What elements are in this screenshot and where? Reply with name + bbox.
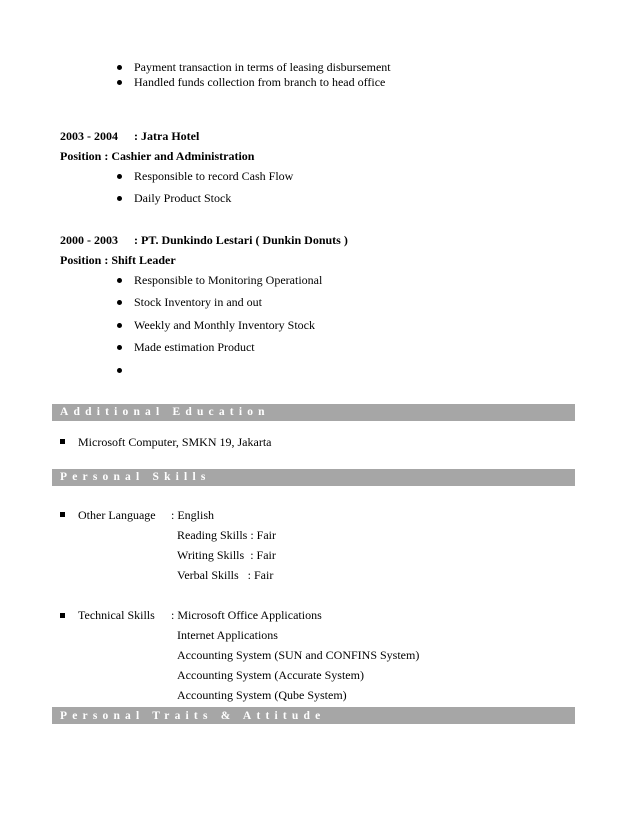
- bullet-icon: [117, 278, 122, 283]
- skill-label: Other Language: [78, 508, 156, 522]
- job-period: 2000 - 2003: [60, 233, 118, 247]
- skill-value: Reading Skills : Fair: [177, 528, 276, 542]
- bullet-icon: [117, 300, 122, 305]
- list-item: Made estimation Product: [134, 340, 255, 354]
- skill-value: : Microsoft Office Applications: [171, 608, 322, 622]
- square-bullet-icon: [60, 613, 65, 618]
- skill-value: Accounting System (Qube System): [177, 688, 347, 702]
- skill-value: Accounting System (Accurate System): [177, 668, 364, 682]
- job-position: Position : Shift Leader: [60, 253, 176, 267]
- bullet-icon: [117, 368, 122, 373]
- section-title: Personal Skills: [60, 471, 211, 483]
- bullet-icon: [117, 174, 122, 179]
- list-item: Weekly and Monthly Inventory Stock: [134, 318, 316, 332]
- bullet-icon: [117, 65, 122, 70]
- section-header-additional-education: [52, 404, 575, 421]
- skill-value: Internet Applications: [177, 628, 278, 642]
- square-bullet-icon: [60, 512, 65, 517]
- skill-value: Writing Skills : Fair: [177, 548, 276, 562]
- job-company: : Jatra Hotel: [134, 129, 200, 143]
- job-period: 2003 - 2004: [60, 129, 118, 143]
- bullet-icon: [117, 80, 122, 85]
- skill-value: : English: [171, 508, 215, 522]
- list-item: Stock Inventory in and out: [134, 295, 262, 309]
- square-bullet-icon: [60, 439, 65, 444]
- bullet-icon: [117, 196, 122, 201]
- bullet-icon: [117, 345, 122, 350]
- list-item: Daily Product Stock: [134, 191, 232, 205]
- skill-value: Accounting System (SUN and CONFINS System): [177, 648, 420, 662]
- skill-value: Verbal Skills : Fair: [177, 568, 274, 582]
- job-position: Position : Cashier and Administration: [60, 149, 255, 163]
- list-item: Responsible to Monitoring Operational: [134, 273, 323, 287]
- skill-label: Technical Skills: [78, 608, 155, 622]
- section-title: Additional Education: [60, 406, 270, 418]
- education-item: Microsoft Computer, SMKN 19, Jakarta: [78, 435, 272, 449]
- bullet-icon: [117, 323, 122, 328]
- list-item: Responsible to record Cash Flow: [134, 169, 294, 183]
- section-header-personal-traits: [52, 707, 575, 724]
- list-item: Payment transaction in terms of leasing disbursement: [134, 60, 391, 74]
- section-header-personal-skills: [52, 469, 575, 486]
- list-item: Handled funds collection from branch to head office: [134, 75, 386, 89]
- job-company: : PT. Dunkindo Lestari ( Dunkin Donuts ): [134, 233, 348, 247]
- section-title: Personal Traits & Attitude: [60, 710, 326, 722]
